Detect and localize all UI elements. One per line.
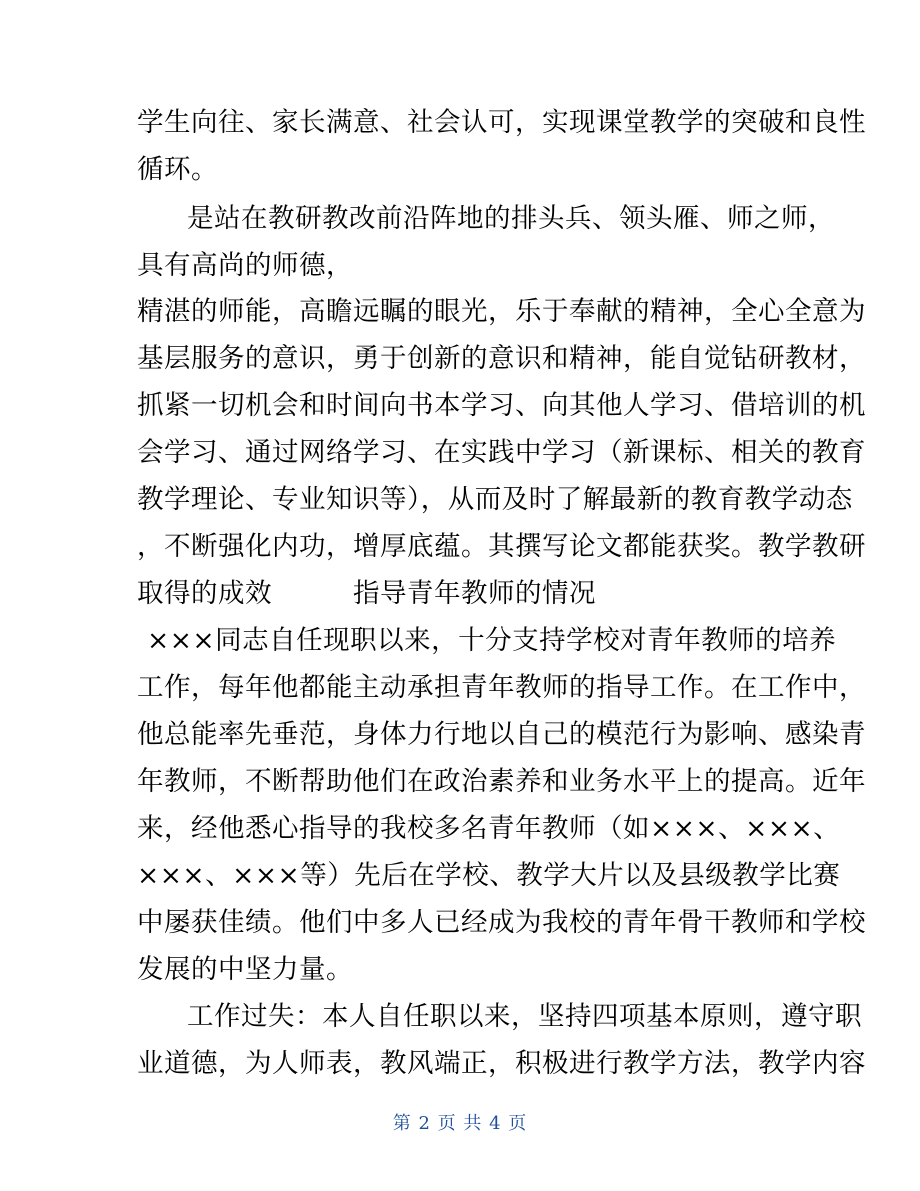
body-text-line: 精湛的师能，高瞻远瞩的眼光，乐于奉献的精神，全心全意为 <box>137 296 866 327</box>
body-text-line: 发展的中坚力量。 <box>137 954 353 985</box>
body-text-line: 具有高尚的师德， <box>137 250 353 281</box>
body-text-line: ，不断强化内功，增厚底蕴。其撰写论文都能获奖。教学教研 <box>137 531 866 562</box>
body-text-line: 中屡获佳绩。他们中多人已经成为我校的青年骨干教师和学校 <box>137 907 866 938</box>
footer-suffix: 页 <box>508 1113 528 1134</box>
footer-total-pages: 4 <box>489 1113 502 1134</box>
body-text-line: 工作，每年他都能主动承担青年教师的指导工作。在工作中， <box>137 672 866 703</box>
body-text-line: 学生向往、家长满意、社会认可，实现课堂教学的突破和良性 <box>137 107 866 138</box>
body-text-line: 年教师，不断帮助他们在政治素养和业务水平上的提高。近年 <box>137 766 866 797</box>
paragraph-first-line: 是站在教研教改前沿阵地的排头兵、领头雁、师之师， <box>187 203 835 234</box>
page-footer <box>0 1112 920 1136</box>
body-text-line: 抓紧一切机会和时间向书本学习、向其他人学习、借培训的机 <box>137 390 866 421</box>
footer-middle: 页 共 <box>437 1113 483 1134</box>
body-text-line: 教学理论、专业知识等），从而及时了解最新的教育教学动态 <box>137 484 853 515</box>
body-text-line: ×××、×××等）先后在学校、教学大片以及县级教学比赛 <box>137 860 841 891</box>
footer-current-page: 2 <box>418 1113 431 1134</box>
paragraph-first-line: 工作过失：本人自任职以来，坚持四项基本原则，遵守职 <box>187 1001 862 1032</box>
section-heading-line: 取得的成效 指导青年教师的情况 <box>137 578 596 609</box>
body-text-line: 循环。 <box>137 154 218 185</box>
body-text-line: 基层服务的意识，勇于创新的意识和精神，能自觉钻研教材， <box>137 343 866 374</box>
body-text-line: 他总能率先垂范，身体力行地以自己的模范行为影响、感染青 <box>137 719 866 750</box>
body-text-line: 业道德，为人师表，教风端正，积极进行教学方法，教学内容 <box>137 1048 866 1079</box>
paragraph-first-line: ×××同志自任现职以来，十分支持学校对青年教师的培养 <box>147 625 837 656</box>
footer-prefix: 第 <box>392 1113 412 1134</box>
body-text-line: 会学习、通过网络学习、在实践中学习（新课标、相关的教育 <box>137 437 866 468</box>
body-text-line: 来，经他悉心指导的我校多名青年教师（如×××、×××、 <box>137 813 841 844</box>
